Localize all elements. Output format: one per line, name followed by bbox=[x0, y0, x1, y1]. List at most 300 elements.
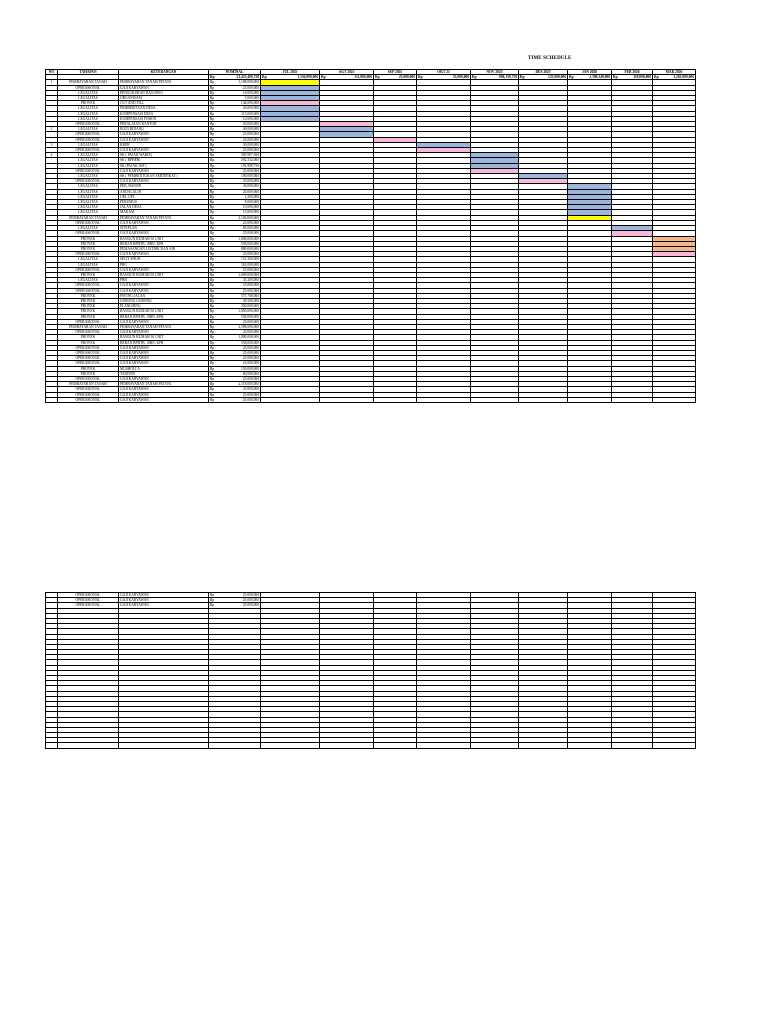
schedule-cell bbox=[320, 397, 374, 402]
nominal-value: 8,000,000 bbox=[244, 200, 259, 205]
row-keterangan: GAJI KARYAWAN bbox=[119, 132, 209, 137]
currency-label: Rp bbox=[210, 252, 215, 257]
row-keterangan: ORGANISASI bbox=[119, 96, 209, 101]
row-tahapan: LEGALITAS bbox=[58, 184, 119, 189]
currency-label: Rp bbox=[210, 376, 215, 381]
row-tahapan: OPERASIONAL bbox=[58, 345, 119, 350]
row-keterangan: GAJI KARYAWAN bbox=[119, 267, 209, 272]
nominal-value: 721,500,000 bbox=[241, 257, 259, 262]
schedule-cell bbox=[261, 397, 320, 402]
header-nominal: NOMINAL bbox=[209, 70, 261, 75]
currency-label: Rp bbox=[210, 257, 215, 262]
row-no: 2 bbox=[46, 127, 58, 132]
row-keterangan: GAJI KARYAWAN bbox=[119, 220, 209, 225]
row-tahapan: LEGALITAS bbox=[58, 262, 119, 267]
row-keterangan: GAJI KARYAWAN bbox=[119, 361, 209, 366]
currency-label: Rp bbox=[210, 80, 215, 85]
empty-cell bbox=[209, 743, 261, 748]
currency-label: Rp bbox=[210, 330, 215, 335]
row-keterangan: SITEPLAN bbox=[119, 226, 209, 231]
row-keterangan: PBB bbox=[119, 278, 209, 283]
row-keterangan: BANGUN RUMAH 50 UNIT bbox=[119, 309, 209, 314]
row-tahapan: PROYEK bbox=[58, 272, 119, 277]
nominal-value: 25,000,000 bbox=[242, 356, 259, 361]
row-keterangan: GAJI KARYAWAN bbox=[119, 288, 209, 293]
nominal-value: 25,000,000 bbox=[242, 85, 259, 90]
currency-label: Rp bbox=[210, 309, 215, 314]
header-keterangan: KETERANGAN bbox=[119, 70, 209, 75]
row-tahapan: OPERASIONAL bbox=[58, 598, 119, 603]
row-keterangan: PLANG/BNG bbox=[119, 304, 209, 309]
row-tahapan: LEGALITAS bbox=[58, 257, 119, 262]
nominal-value: 2,100,000,000 bbox=[238, 215, 259, 220]
total-value: 1,336,800,000 bbox=[297, 75, 318, 80]
row-tahapan: PEMBAYARAN TANAH bbox=[58, 80, 119, 85]
currency-label: Rp bbox=[210, 220, 215, 225]
row-keterangan: GAJI KARYAWAN bbox=[119, 376, 209, 381]
currency-label: Rp bbox=[613, 75, 618, 80]
currency-label: Rp bbox=[210, 340, 215, 345]
nominal-value: 25,000,000 bbox=[242, 376, 259, 381]
empty-cell bbox=[612, 743, 653, 748]
row-tahapan: OPERASIONAL bbox=[58, 397, 119, 402]
empty-cell bbox=[417, 743, 471, 748]
nominal-value: 558,000,000 bbox=[241, 314, 259, 319]
row-tahapan: LEGALITAS bbox=[58, 210, 119, 215]
currency-label: Rp bbox=[210, 168, 215, 173]
row-tahapan: PROYEK bbox=[58, 298, 119, 303]
row-tahapan: PROYEK bbox=[58, 371, 119, 376]
currency-label: Rp bbox=[210, 142, 215, 147]
currency-label: Rp bbox=[569, 75, 574, 80]
total-value: 1,263,000,000 bbox=[673, 75, 694, 80]
row-keterangan: SK ( PAJAK WARIS) bbox=[119, 153, 209, 158]
empty-cell bbox=[374, 743, 417, 748]
currency-label: Rp bbox=[472, 75, 477, 80]
nominal-value: 10,000,000 bbox=[242, 116, 259, 121]
nominal-value: 30,000,000 bbox=[242, 184, 259, 189]
row-tahapan: OPERASIONAL bbox=[58, 220, 119, 225]
row-tahapan: PROYEK bbox=[58, 304, 119, 309]
nominal-value: 35,200,000 bbox=[242, 278, 259, 283]
nominal-value: 25,000,000 bbox=[242, 252, 259, 257]
row-keterangan: PAVING JALAN bbox=[119, 293, 209, 298]
row-keterangan: GAJI KARYAWAN bbox=[119, 252, 209, 257]
row-tahapan: OPERASIONAL bbox=[58, 288, 119, 293]
currency-label: Rp bbox=[520, 75, 525, 80]
row-tahapan: PROYEK bbox=[58, 314, 119, 319]
currency-label: Rp bbox=[210, 153, 215, 158]
row-keterangan: SK (PAJAK SSP ) bbox=[119, 163, 209, 168]
nominal-value: 49,500,000 bbox=[242, 298, 259, 303]
nominal-value: 25,000,000 bbox=[242, 397, 259, 402]
row-tahapan: OPERASIONAL bbox=[58, 593, 119, 598]
row-tahapan: PEMBAYARAN TANAH bbox=[58, 324, 119, 329]
currency-label: Rp bbox=[210, 106, 215, 111]
currency-label: Rp bbox=[375, 75, 380, 80]
currency-label: Rp bbox=[210, 283, 215, 288]
currency-label: Rp bbox=[210, 361, 215, 366]
row-keterangan: ANDALALIN bbox=[119, 189, 209, 194]
schedule-body-continued bbox=[46, 593, 696, 749]
row-keterangan: KKPR bbox=[119, 142, 209, 147]
row-keterangan: KOMPENSASI DESA bbox=[119, 111, 209, 116]
row-keterangan: PERALATAN KANTOR bbox=[119, 122, 209, 127]
currency-label: Rp bbox=[210, 122, 215, 127]
nominal-value: 20,000,000 bbox=[242, 189, 259, 194]
row-tahapan: OPERASIONAL bbox=[58, 137, 119, 142]
nominal-value: 558,000,000 bbox=[241, 241, 259, 246]
currency-label: Rp bbox=[262, 75, 267, 80]
row-tahapan: LEGALITAS bbox=[58, 116, 119, 121]
currency-label: Rp bbox=[654, 75, 659, 80]
total-value: 996,158,758 bbox=[499, 75, 517, 80]
currency-label: Rp bbox=[210, 603, 215, 608]
header-month: OKT 25 bbox=[417, 70, 471, 75]
row-keterangan: PEMBAYARAN TANAH PETANI bbox=[119, 324, 209, 329]
schedule-cell bbox=[471, 397, 519, 402]
row-tahapan: PROYEK bbox=[58, 241, 119, 246]
total-value: 25,000,000 bbox=[398, 75, 415, 80]
row-keterangan: PEIL BANJIR bbox=[119, 184, 209, 189]
row-tahapan: OPERASIONAL bbox=[58, 283, 119, 288]
row-keterangan: KOMPENSASI POHON bbox=[119, 116, 209, 121]
nominal-value: 25,000,000 bbox=[242, 361, 259, 366]
currency-label: Rp bbox=[210, 371, 215, 376]
currency-label: Rp bbox=[210, 324, 215, 329]
row-tahapan: PROYEK bbox=[58, 293, 119, 298]
currency-label: Rp bbox=[210, 163, 215, 168]
row-tahapan: LEGALITAS bbox=[58, 194, 119, 199]
row-keterangan: GAJI KARYAWAN bbox=[119, 179, 209, 184]
nominal-value: 25,000,000 bbox=[242, 168, 259, 173]
schedule-table bbox=[45, 69, 696, 403]
currency-label: Rp bbox=[210, 127, 215, 132]
nominal-value: 25,000,000 bbox=[242, 267, 259, 272]
header-month: SEP 2025 bbox=[374, 70, 417, 75]
row-tahapan: PROYEK bbox=[58, 309, 119, 314]
currency-label: Rp bbox=[210, 397, 215, 402]
currency-label: Rp bbox=[210, 366, 215, 371]
currency-label: Rp bbox=[210, 200, 215, 205]
row-keterangan: GAJI KARYAWAN bbox=[119, 593, 209, 598]
header-month: MAR 2026 bbox=[653, 70, 696, 75]
row-tahapan: OPERASIONAL bbox=[58, 231, 119, 236]
empty-cell bbox=[471, 743, 519, 748]
currency-label: Rp bbox=[210, 184, 215, 189]
currency-label: Rp bbox=[210, 158, 215, 163]
page-title: TIME SCHEDULE bbox=[528, 56, 572, 61]
row-no bbox=[46, 397, 58, 402]
currency-label: Rp bbox=[210, 205, 215, 210]
row-tahapan: OPERASIONAL bbox=[58, 132, 119, 137]
row-keterangan: GAJI KARYAWAN bbox=[119, 231, 209, 236]
header-month: JUL 2025 bbox=[261, 70, 320, 75]
row-tahapan: LEGALITAS bbox=[58, 90, 119, 95]
row-tahapan: OPERASIONAL bbox=[58, 168, 119, 173]
nominal-cell bbox=[209, 397, 261, 402]
row-keterangan: GAJI KARYAWAN bbox=[119, 283, 209, 288]
row-tahapan: OPERASIONAL bbox=[58, 376, 119, 381]
row-keterangan: GAJI KARYAWAN bbox=[119, 330, 209, 335]
currency-label: Rp bbox=[210, 226, 215, 231]
schedule-cell bbox=[374, 397, 417, 402]
row-no: 3 bbox=[46, 142, 58, 147]
nominal-value: 25,000,000 bbox=[242, 593, 259, 597]
nominal-value: 1,188,000,000 bbox=[238, 80, 259, 85]
row-tahapan: LEGALITAS bbox=[58, 106, 119, 111]
nominal-value: 25,000,000 bbox=[242, 387, 259, 392]
row-keterangan: MUSHOLLA bbox=[119, 366, 209, 371]
currency-label: Rp bbox=[210, 356, 215, 361]
currency-label: Rp bbox=[210, 314, 215, 319]
row-tahapan: LEGALITAS bbox=[58, 96, 119, 101]
currency-label: Rp bbox=[210, 75, 215, 80]
row-tahapan: OPERASIONAL bbox=[58, 85, 119, 90]
total-value: 118,000,000 bbox=[633, 75, 651, 80]
currency-label: Rp bbox=[210, 90, 215, 95]
currency-label: Rp bbox=[210, 246, 215, 251]
row-keterangan: GAJI KARYAWAN bbox=[119, 85, 209, 90]
row-tahapan: LEGALITAS bbox=[58, 153, 119, 158]
nominal-value: 25,000,000 bbox=[242, 220, 259, 225]
empty-row bbox=[46, 743, 696, 748]
currency-label: Rp bbox=[210, 387, 215, 392]
row-tahapan: OPERASIONAL bbox=[58, 361, 119, 366]
row-tahapan: PROYEK bbox=[58, 236, 119, 241]
row-keterangan: GAJI KARYAWAN bbox=[119, 168, 209, 173]
row-keterangan: PERUMUS bbox=[119, 200, 209, 205]
currency-label: Rp bbox=[210, 272, 215, 277]
currency-label: Rp bbox=[210, 137, 215, 142]
nominal-value: 163,000,000 bbox=[241, 262, 259, 267]
header-no: NO bbox=[46, 70, 58, 75]
header-month: DES 2025 bbox=[519, 70, 568, 75]
row-tahapan: PEMBAYARAN TANAH bbox=[58, 215, 119, 220]
row-keterangan: PEMBAYARAN TANAH PETANI bbox=[119, 382, 209, 387]
row-tahapan: OPERASIONAL bbox=[58, 267, 119, 272]
row-keterangan: GAJI KARYAWAN bbox=[119, 319, 209, 324]
total-value: 111,800,000 bbox=[354, 75, 372, 80]
row-keterangan: GAJI KARYAWAN bbox=[119, 603, 209, 608]
nominal-value: 25,000,000 bbox=[242, 330, 259, 335]
currency-label: Rp bbox=[210, 236, 215, 241]
nominal-value: 115,000,000 bbox=[241, 111, 259, 116]
nominal-value: 25,000,000 bbox=[242, 231, 259, 236]
row-tahapan: PROYEK bbox=[58, 366, 119, 371]
currency-label: Rp bbox=[210, 174, 215, 179]
row-tahapan: OPERASIONAL bbox=[58, 330, 119, 335]
nominal-value: 25,000,000 bbox=[242, 179, 259, 184]
nominal-value: 20,000,000 bbox=[242, 106, 259, 111]
nominal-value: 558,000,000 bbox=[241, 340, 259, 345]
nominal-value: 25,000,000 bbox=[242, 603, 259, 608]
nominal-value: 25,000,000 bbox=[242, 132, 259, 137]
header-month: NOV 2025 bbox=[471, 70, 519, 75]
nominal-value: 50,000,000 bbox=[242, 122, 259, 127]
row-tahapan: LEGALITAS bbox=[58, 111, 119, 116]
currency-label: Rp bbox=[210, 382, 215, 387]
row-keterangan: BANGUN RUMAH 50 UNIT bbox=[119, 335, 209, 340]
currency-label: Rp bbox=[210, 241, 215, 246]
nominal-value: 392,532,000 bbox=[241, 158, 259, 163]
row-keterangan: GAJI KARYAWAN bbox=[119, 392, 209, 397]
empty-cell bbox=[519, 743, 568, 748]
row-tahapan: PROYEK bbox=[58, 246, 119, 251]
nominal-value: 2,508,000,000 bbox=[238, 324, 259, 329]
currency-label: Rp bbox=[210, 598, 215, 603]
nominal-value: 1,800,000,000 bbox=[238, 272, 259, 277]
total-value: 125,000,000 bbox=[548, 75, 566, 80]
currency-label: Rp bbox=[210, 189, 215, 194]
currency-label: Rp bbox=[210, 111, 215, 116]
currency-label: Rp bbox=[210, 293, 215, 298]
nominal-value: 85,000,000 bbox=[242, 226, 259, 231]
currency-label: Rp bbox=[210, 350, 215, 355]
currency-label: Rp bbox=[210, 194, 215, 199]
nominal-value: 25,000,000 bbox=[242, 345, 259, 350]
schedule-cell bbox=[653, 397, 696, 402]
currency-label: Rp bbox=[210, 215, 215, 220]
nominal-value: 350,000,000 bbox=[241, 304, 259, 309]
total-value: 2,390,348,000 bbox=[589, 75, 610, 80]
total-value: 55,000,000 bbox=[452, 75, 469, 80]
row-tahapan: PROYEK bbox=[58, 340, 119, 345]
row-tahapan: OPERASIONAL bbox=[58, 148, 119, 153]
nominal-value: 1,800,000,000 bbox=[238, 309, 259, 314]
row-keterangan: GAJI KARYAWAN bbox=[119, 397, 209, 402]
currency-label: Rp bbox=[210, 304, 215, 309]
row-tahapan: OPERASIONAL bbox=[58, 252, 119, 257]
row-tahapan: OPERASIONAL bbox=[58, 122, 119, 127]
row-keterangan: JALAN DESA bbox=[119, 205, 209, 210]
row-tahapan: PROYEK bbox=[58, 335, 119, 340]
currency-label: Rp bbox=[210, 278, 215, 283]
table-row bbox=[46, 397, 696, 402]
row-keterangan: BANGUN RUMAH 50 UNIT bbox=[119, 272, 209, 277]
schedule-cell bbox=[417, 397, 471, 402]
row-keterangan: GAJI KARYAWAN bbox=[119, 350, 209, 355]
nominal-value: 192,998,750 bbox=[241, 163, 259, 168]
nominal-value: 1,800,000,000 bbox=[238, 236, 259, 241]
currency-label: Rp bbox=[210, 148, 215, 153]
currency-label: Rp bbox=[210, 593, 215, 597]
nominal-value: 40,000,000 bbox=[242, 127, 259, 132]
currency-label: Rp bbox=[210, 319, 215, 324]
nominal-value: 150,000,000 bbox=[241, 366, 259, 371]
schedule-cell bbox=[568, 397, 612, 402]
row-keterangan: GORONG GORONG bbox=[119, 298, 209, 303]
nominal-value: 25,000,000 bbox=[242, 598, 259, 603]
row-tahapan: LEGALITAS bbox=[58, 174, 119, 179]
empty-cell bbox=[58, 743, 119, 748]
nominal-value: 25,000,000 bbox=[242, 350, 259, 355]
row-keterangan: GAJI KARYAWAN bbox=[119, 387, 209, 392]
nominal-value: 25,000,000 bbox=[242, 283, 259, 288]
row-tahapan: OPERASIONAL bbox=[58, 179, 119, 184]
currency-label: Rp bbox=[210, 298, 215, 303]
row-tahapan: LEGALITAS bbox=[58, 158, 119, 163]
nominal-value: 144,000,000 bbox=[241, 101, 259, 106]
empty-cell bbox=[261, 743, 320, 748]
row-keterangan: GAJI KARYAWAN bbox=[119, 137, 209, 142]
row-keterangan: SK ( BPHEB) bbox=[119, 158, 209, 163]
row-keterangan: BEBAN BPHTB , BBN, KPR bbox=[119, 241, 209, 246]
row-tahapan: LEGALITAS bbox=[58, 200, 119, 205]
nominal-value: 25,000,000 bbox=[242, 392, 259, 397]
row-keterangan: PEMBERITAAN DESA bbox=[119, 106, 209, 111]
currency-label: Rp bbox=[418, 75, 423, 80]
empty-cell bbox=[320, 743, 374, 748]
row-no: 4 bbox=[46, 153, 58, 158]
currency-label: Rp bbox=[321, 75, 326, 80]
row-keterangan: GAJI KARYAWAN bbox=[119, 598, 209, 603]
currency-label: Rp bbox=[210, 262, 215, 267]
row-tahapan: LEGALITAS bbox=[58, 205, 119, 210]
header-month: JAN 2026 bbox=[568, 70, 612, 75]
row-keterangan: IKUN BIDANG bbox=[119, 127, 209, 132]
currency-label: Rp bbox=[210, 231, 215, 236]
row-tahapan: LEGALITAS bbox=[58, 189, 119, 194]
header-month: FEB 2026 bbox=[612, 70, 653, 75]
schedule-table-continued bbox=[45, 592, 696, 749]
row-tahapan: OPERASIONAL bbox=[58, 603, 119, 608]
currency-label: Rp bbox=[210, 288, 215, 293]
row-keterangan: GAJI KARYAWAN bbox=[119, 345, 209, 350]
row-tahapan: LEGALITAS bbox=[58, 142, 119, 147]
nominal-value: 25,000,000 bbox=[242, 288, 259, 293]
currency-label: Rp bbox=[210, 335, 215, 340]
header-month: AGT 2025 bbox=[320, 70, 374, 75]
schedule-body bbox=[46, 75, 696, 403]
row-keterangan: TANDON bbox=[119, 371, 209, 376]
nominal-value: 5,000,000 bbox=[244, 96, 259, 101]
currency-label: Rp bbox=[210, 96, 215, 101]
row-keterangan: PEMASANGAN LISTRIK DAN AIR bbox=[119, 246, 209, 251]
nominal-value: 15,000,000 bbox=[242, 210, 259, 215]
currency-label: Rp bbox=[210, 101, 215, 106]
schedule-cell bbox=[612, 397, 653, 402]
row-tahapan: OPERASIONAL bbox=[58, 356, 119, 361]
row-keterangan: PEMBAYARAN TANAH PETANI bbox=[119, 80, 209, 85]
nominal-value: 80,000,000 bbox=[242, 371, 259, 376]
row-keterangan: BANGUN RUMAH 50 UNIT bbox=[119, 236, 209, 241]
total-value: 21,423,400,758 bbox=[236, 75, 259, 80]
row-tahapan: LEGALITAS bbox=[58, 226, 119, 231]
header-tahapan: TAHAPAN bbox=[58, 70, 119, 75]
nominal-value: 2,500,000 bbox=[244, 194, 259, 199]
nominal-value: 100,000,000 bbox=[241, 174, 259, 179]
row-keterangan: PENGUKURAN DAN DWG bbox=[119, 90, 209, 95]
currency-label: Rp bbox=[210, 345, 215, 350]
nominal-value: 557,768,000 bbox=[241, 293, 259, 298]
nominal-value: 2,118,000,000 bbox=[238, 382, 259, 387]
row-keterangan: SPLIT SHGB bbox=[119, 257, 209, 262]
row-tahapan: PEMBAYARAN TANAH bbox=[58, 382, 119, 387]
row-keterangan: GAJI KARYAWAN bbox=[119, 148, 209, 153]
nominal-value: 1,800,000,000 bbox=[238, 335, 259, 340]
nominal-value: 25,000,000 bbox=[242, 319, 259, 324]
empty-cell bbox=[653, 743, 696, 748]
currency-label: Rp bbox=[210, 392, 215, 397]
row-tahapan: PROYEK bbox=[58, 101, 119, 106]
schedule-cell bbox=[519, 397, 568, 402]
currency-label: Rp bbox=[210, 132, 215, 137]
row-tahapan: OPERASIONAL bbox=[58, 350, 119, 355]
currency-label: Rp bbox=[210, 179, 215, 184]
nominal-value: 25,000,000 bbox=[242, 148, 259, 153]
row-tahapan: OPERASIONAL bbox=[58, 392, 119, 397]
